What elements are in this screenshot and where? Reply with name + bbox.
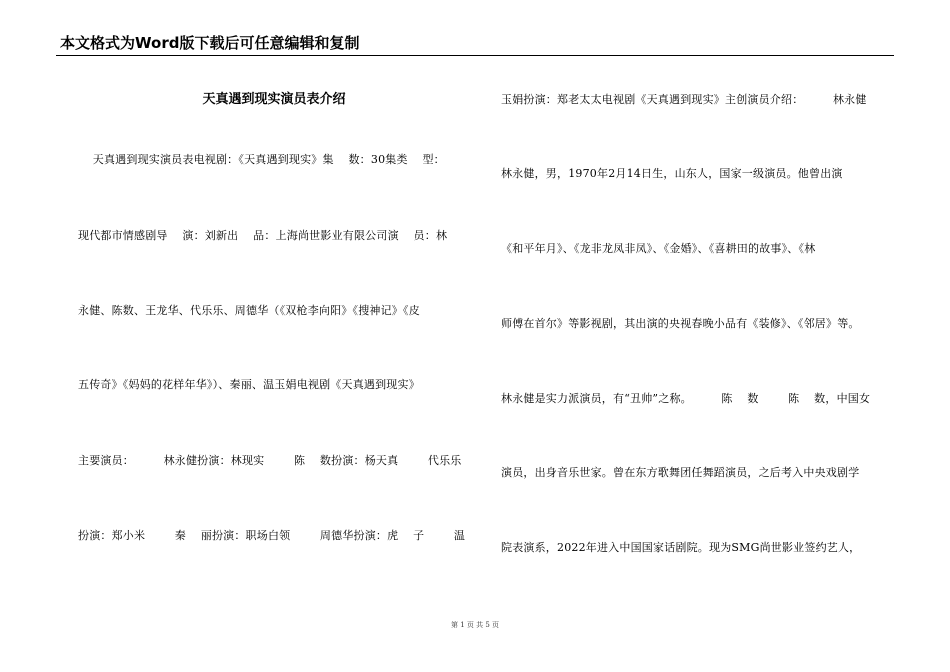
body-line: 《和平年月》、《龙非龙凤非凤》、《金婚》、《喜耕田的故事》、《林	[501, 242, 816, 255]
banner-divider	[56, 55, 894, 56]
body-line: 天真遇到现实演员表电视剧：《天真遇到现实》集 数：30集类 型：	[78, 153, 445, 166]
body-line: 院表演系，2022年进入中国国家话剧院。现为SMG尚世影业签约艺人，	[501, 541, 861, 554]
page-number: 第 1 页 共 5 页	[450, 621, 500, 629]
body-line: 五传奇》《妈妈的花样年华》）、秦丽、温玉娟电视剧《天真遇到现实》	[78, 378, 420, 391]
body-line: 演员，出身音乐世家。曾在东方歌舞团任舞蹈演员，之后考入中央戏剧学	[501, 466, 860, 479]
body-line: 玉娟扮演：郑老太太电视剧《天真遇到现实》主创演员介绍： 林永健	[501, 93, 867, 106]
document-banner: 本文格式为Word版下载后可任意编辑和复制	[60, 34, 360, 52]
body-line: 主要演员： 林永健扮演：林现实 陈 数扮演：杨天真 代乐乐	[78, 454, 462, 467]
body-line: 林永健是实力派演员，有“丑帅”之称。 陈 数 陈 数，中国女	[501, 392, 871, 405]
body-line: 永健、陈数、王龙华、代乐乐、周德华（《双枪李向阳》《搜神记》《皮	[78, 304, 420, 317]
body-line: 扮演：郑小米 秦 丽扮演：职场白领 周德华扮演：虎 子 温	[78, 529, 466, 542]
body-line: 林永健，男，1970年2月14日生，山东人，国家一级演员。他曾出演	[501, 167, 843, 180]
body-line: 现代都市情感剧导 演：刘新出 品：上海尚世影业有限公司演 员：林	[78, 229, 448, 242]
body-line: 师傅在首尔》等影视剧，其出演的央视春晚小品有《装修》、《邻居》等。	[501, 317, 860, 330]
document-title: 天真遇到现实演员表介绍	[202, 92, 346, 107]
